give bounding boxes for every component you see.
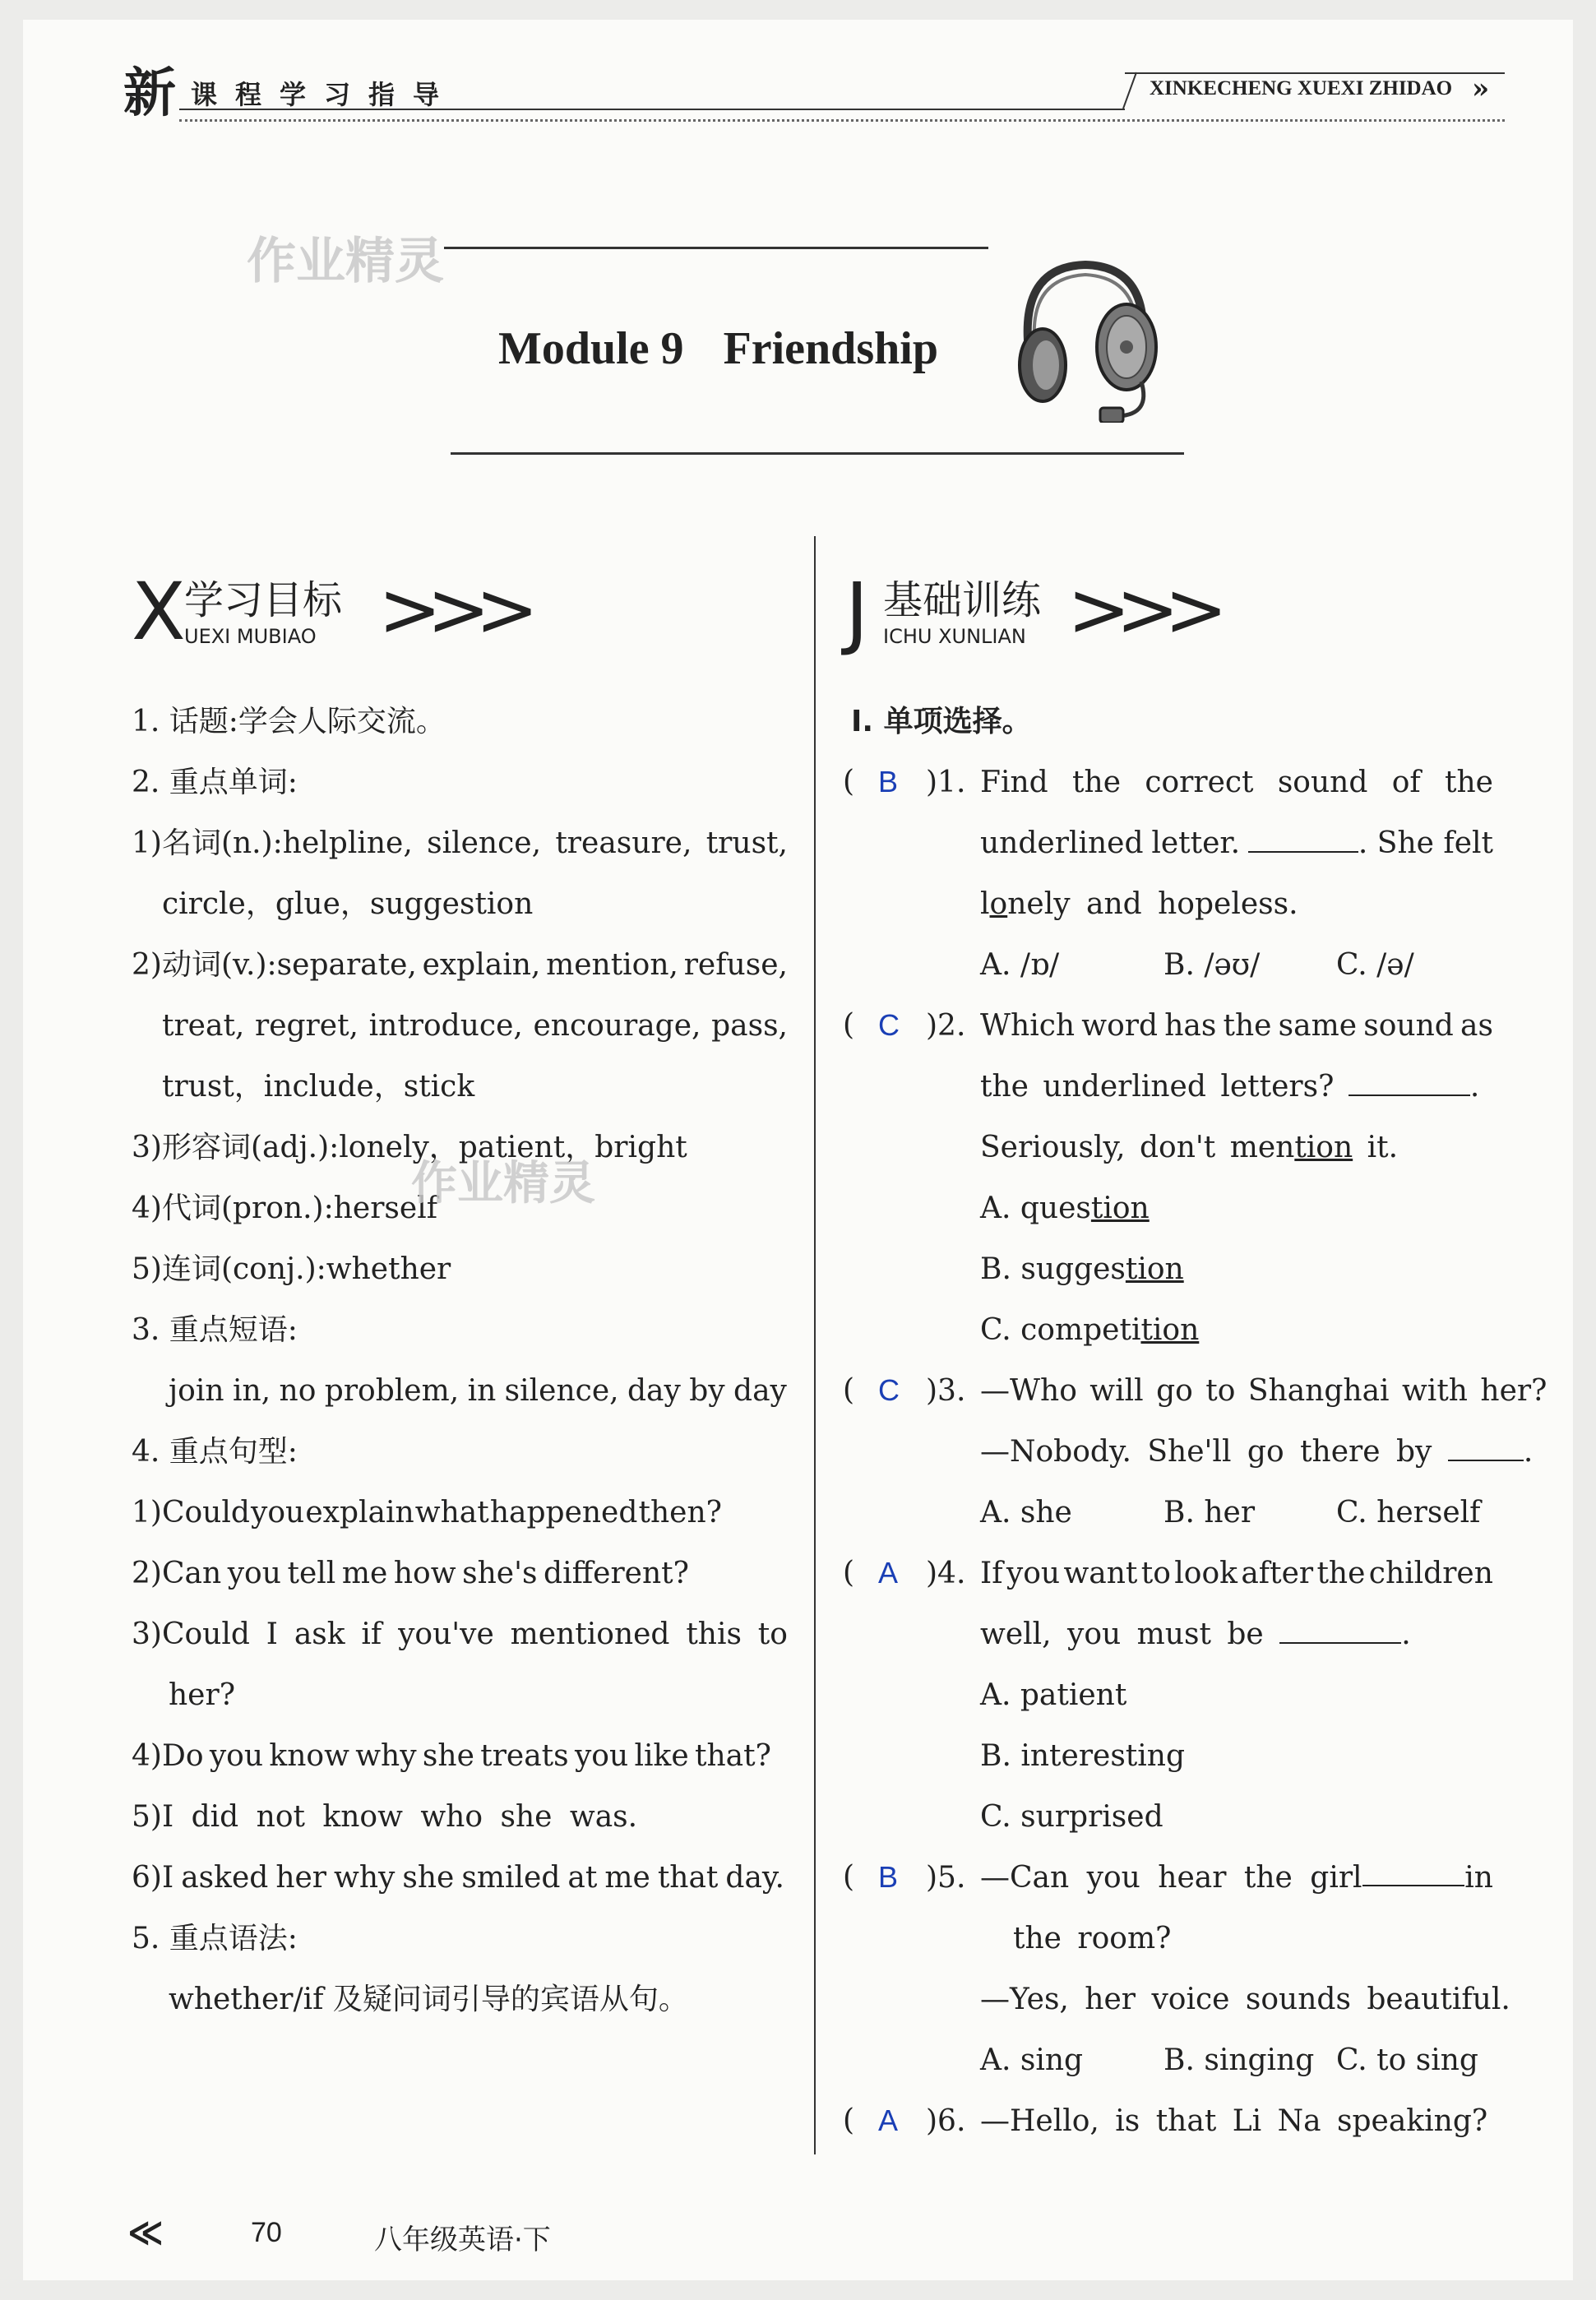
header-logo: 新 <box>123 63 176 124</box>
question-5-line-1: —Can you hear the girl in <box>980 1861 1493 1895</box>
goal-sentence-3: 3)Could I ask if you've mentioned this to <box>132 1617 788 1651</box>
double-chevron-right-icon: » <box>1472 72 1490 105</box>
module-number: Module 9 <box>498 323 684 374</box>
answer-4: A <box>878 1556 899 1590</box>
question-2-option-a: A. question <box>980 1192 1150 1225</box>
question-number-1: )1. <box>926 766 966 799</box>
title-bottom-rule <box>451 452 1184 455</box>
question-2-option-b: B. suggestion <box>980 1252 1184 1286</box>
page-number: 70 <box>251 2217 282 2248</box>
watermark: 作业精灵 <box>247 233 444 290</box>
header-dotted-rule <box>179 119 1505 122</box>
paren-open: ( <box>843 1860 855 1894</box>
question-5-option-b: B. singing <box>1163 2043 1315 2077</box>
question-6-line-1: —Hello, is that Li Na speaking? <box>980 2104 1488 2138</box>
double-chevron-left-icon: ≪ <box>127 2212 164 2252</box>
goal-nouns: 1)名词(n.):helpline, silence, treasure, trust, <box>132 826 788 860</box>
question-number-2: )2. <box>926 1009 966 1043</box>
goal-sentences-heading: 4. 重点句型: <box>132 1435 298 1469</box>
paren-open: ( <box>843 1373 855 1407</box>
paren-open: ( <box>843 1008 855 1042</box>
section-title: 基础训练 <box>883 577 1042 623</box>
answer-1: B <box>878 765 899 798</box>
section-header-learning-goals <box>132 566 525 658</box>
question-number-4: )4. <box>926 1557 966 1590</box>
part-title: Ⅰ. 单项选择。 <box>851 705 1032 738</box>
goal-grammar-heading: 5. 重点语法: <box>132 1922 298 1955</box>
goal-sentence-3-cont: her? <box>169 1678 235 1712</box>
headphone-icon <box>995 250 1168 423</box>
question-1-line-2: underlined letter. . She felt <box>980 826 1493 860</box>
goal-verbs: 2)动词(v.):separate, explain, mention, refuse, <box>132 948 788 982</box>
goal-verbs-cont2: trust，include，stick <box>162 1070 475 1104</box>
triple-chevron-icon: >>> <box>378 566 525 654</box>
question-3-line-1: —Who will go to Shanghai with her? <box>980 1374 1547 1408</box>
question-2-line-3: Seriously, don't mention it. <box>980 1131 1399 1164</box>
goal-adjectives: 3)形容词(adj.):lonely，patient，bright <box>132 1131 687 1164</box>
question-1-option-a: A. /ɒ/ <box>980 948 1060 982</box>
goal-sentence-1: 1)Could you explain what happened then? <box>132 1496 722 1529</box>
question-3-option-a: A. she <box>980 1496 1072 1529</box>
answer-6: A <box>878 2103 899 2137</box>
goal-nouns-cont: circle，glue，suggestion <box>162 887 534 921</box>
triple-chevron-icon: >>> <box>1067 566 1214 654</box>
question-4-option-b: B. interesting <box>980 1739 1186 1773</box>
answer-5: B <box>878 1860 899 1894</box>
question-5-option-c: C. to sing <box>1336 2043 1478 2077</box>
question-3-option-b: B. her <box>1163 1496 1256 1529</box>
module-name: Friendship <box>723 323 938 374</box>
module-title <box>498 322 938 375</box>
question-number-5: )5. <box>926 1861 966 1895</box>
goal-sentence-2: 2)Can you tell me how she's different? <box>132 1557 689 1590</box>
goal-topic: 1. 话题:学会人际交流。 <box>132 705 446 738</box>
goal-pronouns: 4)代词(pron.):herself <box>132 1192 438 1225</box>
answer-blank <box>1279 1619 1401 1644</box>
answer-2: C <box>878 1008 900 1042</box>
question-1-option-b: B. /əʊ/ <box>1163 948 1261 982</box>
question-5-line-3: —Yes, her voice sounds beautiful. <box>980 1983 1510 2016</box>
question-2-option-c: C. competition <box>980 1313 1200 1347</box>
question-2-line-1: Which word has the same sound as <box>980 1009 1493 1043</box>
paren-open: ( <box>843 765 855 798</box>
watermark: 作业精灵 <box>411 1157 595 1210</box>
question-5-option-a: A. sing <box>980 2043 1084 2077</box>
question-3-line-2: —Nobody. She'll go there by . <box>980 1435 1534 1469</box>
title-top-rule <box>444 247 988 249</box>
paren-open: ( <box>843 1556 855 1590</box>
book-title: 八年级英语·下 <box>374 2224 551 2256</box>
goal-phrases-heading: 3. 重点短语: <box>132 1313 298 1347</box>
column-divider <box>814 536 816 2154</box>
goal-conjunctions: 5)连词(conj.):whether <box>132 1252 451 1286</box>
goal-verbs-cont: treat, regret, introduce, encourage, pass, <box>162 1009 788 1043</box>
answer-blank <box>1362 1862 1465 1886</box>
question-1-line-1: Find the correct sound of the <box>980 766 1493 799</box>
section-header-basic-training <box>845 566 1214 658</box>
answer-3: C <box>878 1373 900 1407</box>
section-title: 学习目标 <box>184 577 343 623</box>
section-pinyin: ICHU XUNLIAN <box>883 625 1026 648</box>
header-rule <box>179 109 1125 110</box>
section-initial: X <box>132 566 186 658</box>
question-4-option-c: C. surprised <box>980 1800 1163 1834</box>
question-2-line-2: the underlined letters? . <box>980 1070 1480 1104</box>
question-4-line-2: well, you must be . <box>980 1617 1411 1651</box>
goal-sentence-6: 6)I asked her why she smiled at me that day. <box>132 1861 784 1895</box>
question-5-line-2: the room? <box>1013 1922 1172 1955</box>
answer-blank <box>1448 1437 1524 1461</box>
header-title: 课程学习指导 <box>191 79 458 110</box>
question-3-option-c: C. herself <box>1336 1496 1481 1529</box>
section-pinyin: UEXI MUBIAO <box>184 625 317 648</box>
paren-open: ( <box>843 2103 855 2137</box>
question-4-line-1: If you want to look after the children <box>980 1557 1493 1590</box>
question-4-option-a: A. patient <box>980 1678 1127 1712</box>
goal-sentence-4: 4)Do you know why she treats you like that? <box>132 1739 771 1773</box>
question-number-6: )6. <box>926 2104 966 2138</box>
goal-words-heading: 2. 重点单词: <box>132 766 298 799</box>
goal-grammar: whether/if 及疑问词引导的宾语从句。 <box>169 1983 688 2016</box>
question-1-option-c: C. /ə/ <box>1336 948 1414 982</box>
answer-blank <box>1349 1071 1470 1096</box>
goal-sentence-5: 5)I did not know who she was. <box>132 1800 638 1834</box>
answer-blank <box>1248 828 1358 853</box>
section-initial: J <box>845 566 869 658</box>
header-english: XINKECHENG XUEXI ZHIDAO <box>1150 77 1453 99</box>
question-number-3: )3. <box>926 1374 966 1408</box>
question-1-line-3: lonely and hopeless. <box>980 887 1298 921</box>
goal-phrases: join in, no problem, in silence, day by day <box>169 1374 787 1408</box>
